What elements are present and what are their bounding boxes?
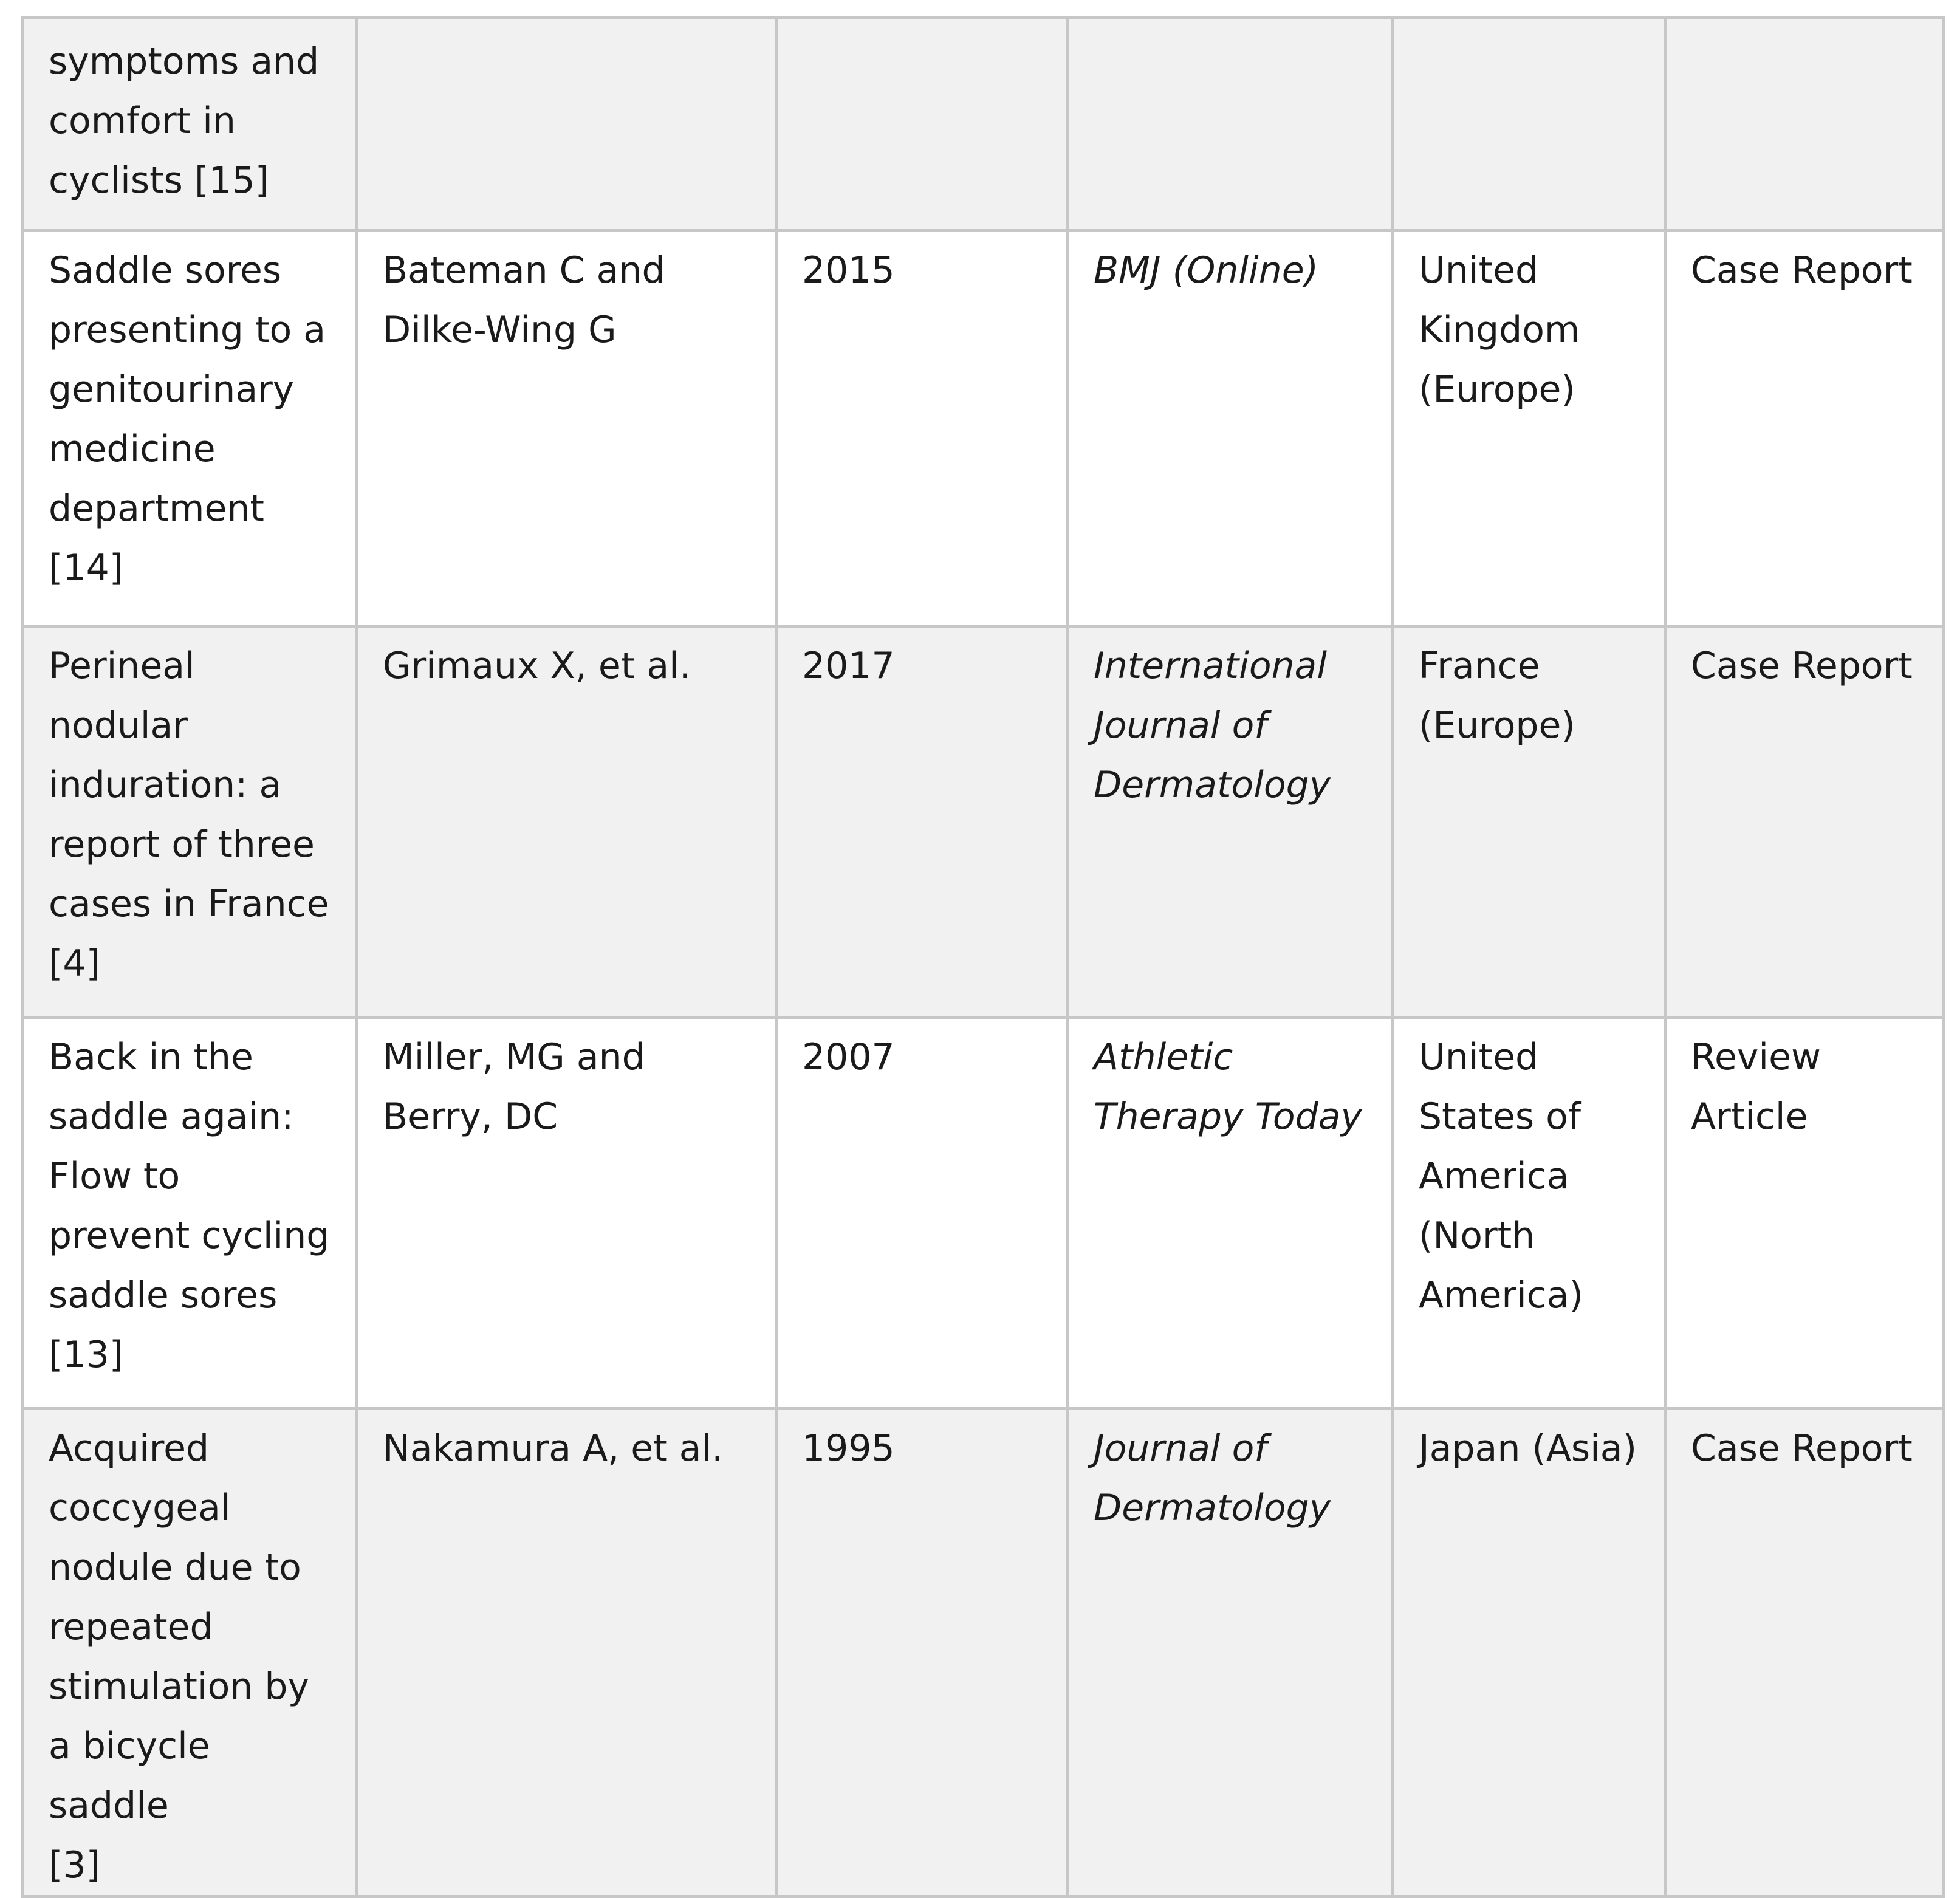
journal: Athletic Therapy Today (1094, 1036, 1363, 1138)
year-cell (776, 626, 1068, 1018)
journal-cell (1068, 18, 1393, 231)
article-title: symptoms and comfort in cyclists [15] (49, 40, 320, 202)
authors: Grimaux X, et al. (383, 645, 691, 687)
year: 1995 (802, 1427, 895, 1470)
journal: Journal of Dermatology (1094, 1427, 1331, 1529)
table-row (23, 231, 1944, 626)
authors: Nakamura A, et al. (383, 1427, 724, 1470)
literature-table (21, 16, 1945, 1898)
title-cell (23, 1018, 357, 1409)
journal-cell (1068, 626, 1393, 1018)
article-title: Saddle sores presenting to a genitourinary medicine department [14] (49, 249, 326, 589)
type-cell (1665, 231, 1944, 626)
country: Japan (Asia) (1419, 1427, 1637, 1470)
journal-cell (1068, 1409, 1393, 1897)
authors-cell (357, 1409, 776, 1897)
year: 2007 (802, 1036, 895, 1078)
authors-cell (357, 231, 776, 626)
year-cell (776, 1409, 1068, 1897)
title-cell (23, 231, 357, 626)
year-cell (776, 18, 1068, 231)
type-cell (1665, 1018, 1944, 1409)
authors-cell (357, 1018, 776, 1409)
table-row (23, 1409, 1944, 1897)
country-cell (1393, 18, 1665, 231)
journal-cell (1068, 231, 1393, 626)
journal: International Journal of Dermatology (1094, 645, 1331, 806)
table-row (23, 626, 1944, 1018)
country: France (Europe) (1419, 645, 1575, 747)
article-title: Back in the saddle again: Flow to prevent cycling saddle sores [13] (49, 1036, 330, 1376)
country-cell (1393, 231, 1665, 626)
country-cell (1393, 1018, 1665, 1409)
authors: Miller, MG and Berry, DC (383, 1036, 645, 1138)
article-title: Acquired coccygeal nodule due to repeated stimulation by a bicycle saddle [3] (49, 1427, 309, 1886)
study-type: Case Report (1691, 1427, 1913, 1470)
article-title: Perineal nodular induration: a report of three cases in France [4] (49, 645, 329, 985)
type-cell (1665, 626, 1944, 1018)
title-cell (23, 626, 357, 1018)
year-cell (776, 1018, 1068, 1409)
study-type: Case Report (1691, 645, 1913, 687)
year: 2015 (802, 249, 895, 292)
study-type: Case Report (1691, 249, 1913, 292)
table-row (23, 18, 1944, 231)
journal-cell (1068, 1018, 1393, 1409)
country: United Kingdom (Europe) (1419, 249, 1580, 411)
title-cell (23, 1409, 357, 1897)
authors: Bateman C and Dilke-Wing G (383, 249, 665, 351)
year-cell (776, 231, 1068, 626)
country-cell (1393, 1409, 1665, 1897)
authors-cell (357, 18, 776, 231)
authors-cell (357, 626, 776, 1018)
table-row (23, 1018, 1944, 1409)
title-cell (23, 18, 357, 231)
country: United States of America (North America) (1419, 1036, 1583, 1317)
type-cell (1665, 18, 1944, 231)
year: 2017 (802, 645, 895, 687)
journal: BMJ (Online) (1094, 249, 1319, 292)
type-cell (1665, 1409, 1944, 1897)
country-cell (1393, 626, 1665, 1018)
study-type: Review Article (1691, 1036, 1821, 1138)
